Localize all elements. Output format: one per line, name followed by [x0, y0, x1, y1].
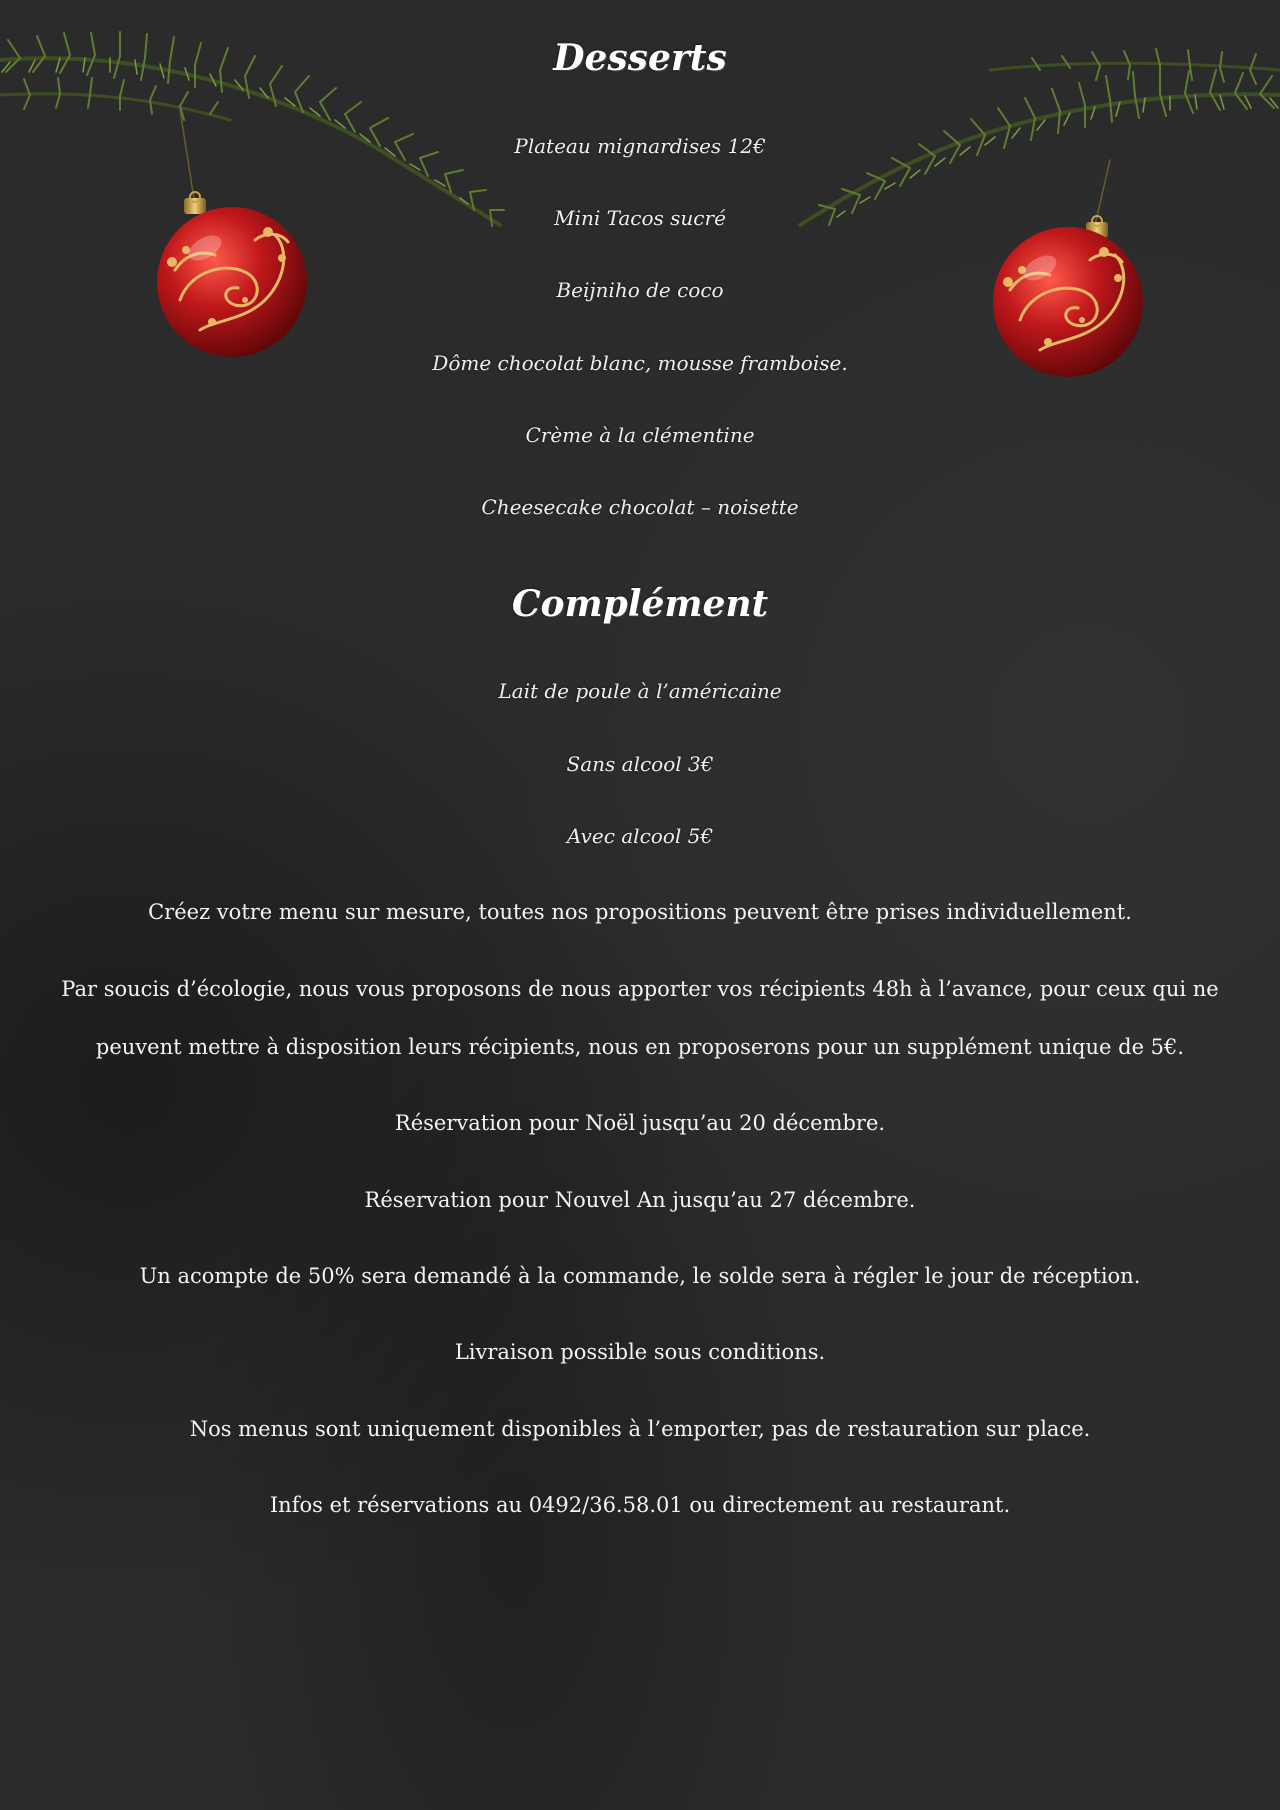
info-note: Livraison possible sous conditions. [454, 1340, 826, 1364]
dessert-item: Crème à la clémentine [525, 423, 755, 447]
dessert-item: Cheesecake chocolat – noisette [481, 495, 799, 519]
dessert-item: Dôme chocolat blanc, mousse framboise. [432, 351, 848, 375]
info-note: Réservation pour Noël jusqu’au 20 décembre. [394, 1111, 886, 1135]
info-note: Un acompte de 50% sera demandé à la commande, le solde sera à régler le jour de réception. [139, 1264, 1141, 1288]
contact-info: Infos et réservations au 0492/36.58.01 ou directement au restaurant. [269, 1493, 1011, 1517]
info-note: Par soucis d’écologie, nous vous proposons de nous apporter vos récipients 48h à l’avance, pour ceux qui ne peuvent mettre à disposition leurs récipients, nous en proposerons pour un supplément unique de 5€. [61, 977, 1219, 1059]
complement-title: Complément [511, 583, 769, 625]
complement-item: Lait de poule à l’américaine [498, 679, 782, 703]
complement-item: Avec alcool 5€ [566, 824, 714, 848]
dessert-item: Mini Tacos sucré [554, 206, 726, 230]
desserts-title: Desserts [553, 37, 727, 79]
dessert-item: Plateau mignardises 12€ [514, 134, 766, 158]
dessert-item: Beijniho de coco [556, 278, 724, 302]
info-note: Réservation pour Nouvel An jusqu’au 27 décembre. [364, 1188, 916, 1212]
info-note: Créez votre menu sur mesure, toutes nos propositions peuvent être prises individuellement. [148, 900, 1132, 924]
complement-item: Sans alcool 3€ [566, 752, 714, 776]
info-note: Nos menus sont uniquement disponibles à l’emporter, pas de restauration sur place. [189, 1417, 1091, 1441]
